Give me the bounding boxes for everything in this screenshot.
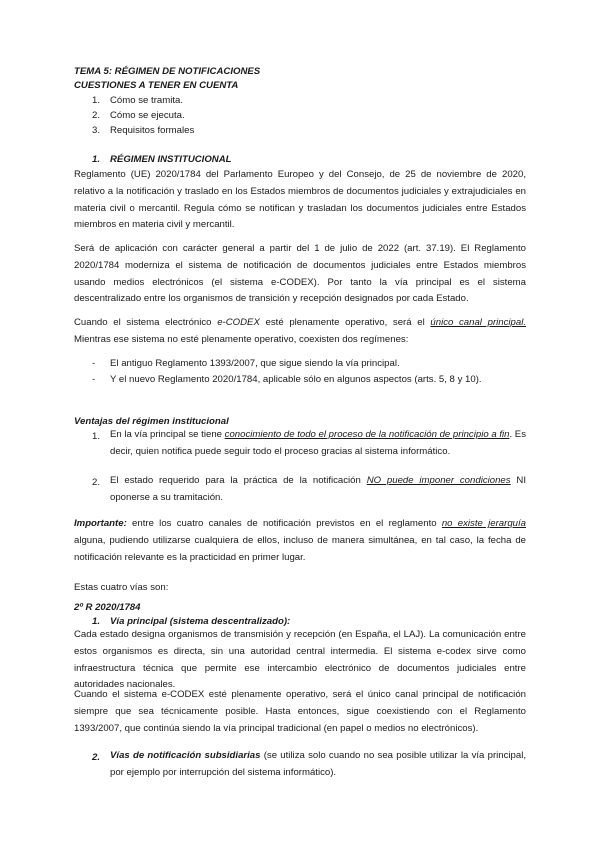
text-run: (se utiliza solo cuando no sea posible utilizar la vía principal, por ejemplo por interrupción del sistema informático). [110, 750, 527, 778]
list-item-number: 2. [92, 477, 101, 488]
text-run: . Es decir, quien notifica puede seguir todo el proceso gracias al sistema informático. [110, 429, 526, 457]
text-run: Cuando el sistema electrónico [74, 317, 218, 328]
ventaja-item-1 [110, 427, 526, 461]
list-item-number: 1. [92, 95, 101, 106]
text-run: En la vía principal se tiene [110, 429, 225, 440]
list-item-number: 2. [92, 752, 101, 763]
paragraph-aplicacion: Será de aplicación con carácter general a partir del 1 de julio de 2022 (art. 37.19). El Reglamento 2020/1784 moderniza el sistema de notificación de documentos judiciales entre Estados miembros usando medios electrónicos (el sistema e-CODEX). Por tanto la vía principal es el sistema descentralizado entre los organismos de transición y recepción designados por cada Estado. [74, 243, 526, 305]
list-item: El antiguo Reglamento 1393/2007, que sigue siendo la vía principal. [110, 358, 400, 369]
section-number: 1. [92, 154, 101, 165]
text-run: esté plenamente operativo, será el [259, 317, 431, 328]
bullet-dash: - [92, 374, 96, 385]
document-title: TEMA 5: RÉGIMEN DE NOTIFICACIONES [74, 66, 261, 77]
text-run: entre los cuatro canales de notificación previstos en el reglamento [126, 518, 442, 529]
list-item-number: 3. [92, 125, 101, 136]
list-item-number: 2. [92, 110, 101, 121]
text-run: El estado requerido para la práctica de la notificación [110, 475, 367, 486]
section-heading: RÉGIMEN INSTITUCIONAL [110, 154, 232, 165]
paragraph-ecodex-operativo: Cuando el sistema e-CODEX esté plenamente operativo, será el único canal principal de notificación siempre que sea técnicamente posible. Hasta entonces, sigue coexistiendo con el Reglamento 1393/2007, que continúa siendo la vía principal tradicional (en papel o medios no electrónicos). [74, 689, 526, 734]
ventajas-heading: Ventajas del régimen institucional [74, 416, 229, 427]
vias-subsidiarias [110, 748, 526, 782]
bullet-dash: - [92, 358, 96, 369]
list-item-number: 1. [92, 431, 101, 442]
document-subtitle: CUESTIONES A TENER EN CUENTA [74, 80, 239, 91]
paragraph-via-principal: Cada estado designa organismos de transmisión y recepción (en España, el LAJ). La comunicación entre estos organismos es directa, sin una autoridad central intermedia. El sistema e-codex sirve como infraestructura técnica que permite ese intercambio electrónico de documentos judiciales entre autoridades nacionales. [74, 629, 526, 691]
text-run-underlined: conocimiento de todo el proceso de la notificación de principio a fin [224, 429, 510, 440]
reglamento-heading: 2º R 2020/1784 [74, 602, 141, 613]
text-run: alguna, pudiendo utilizarse cualquiera de ellos, incluso de manera simultánea, en tal caso, la fecha de notificación relevante es la practicidad en primer lugar. [74, 534, 526, 563]
list-item: Y el nuevo Reglamento 2020/1784, aplicable sólo en algunos aspectos (arts. 5, 8 y 10). [110, 374, 482, 385]
via-principal-heading: Vía principal (sistema descentralizado): [110, 616, 291, 627]
text-run: Mientras ese sistema no esté plenamente operativo, coexisten dos regímenes: [74, 333, 409, 345]
list-item: Cómo se tramita. [110, 95, 184, 106]
importante-label: Importante: [74, 518, 127, 529]
vias-intro: Estas cuatro vías son: [74, 582, 169, 593]
text-run-underlined: no existe jerarquía [441, 518, 526, 529]
paragraph-importante [74, 516, 526, 566]
vias-subsidiarias-heading: Vías de notificación subsidiarias [110, 750, 261, 761]
paragraph-reglamento: Reglamento (UE) 2020/1784 del Parlamento Europeo y del Consejo, de 25 de noviembre de 2020, relativo a la notificación y traslado en los Estados miembros de documentos judiciales y extrajudiciales en materia civil o mercantil. Regula cómo se notifican y trasladan los documentos judiciales entre Estados miembros en materia civil y mercantil. [74, 169, 526, 231]
ventaja-item-2 [110, 473, 526, 507]
text-run: NI oponerse a su tramitación. [110, 475, 526, 503]
list-item: Cómo se ejecuta. [110, 110, 185, 121]
list-item: Requisitos formales [110, 125, 195, 136]
list-item-number: 1. [92, 616, 101, 627]
paragraph-ecodex [74, 315, 526, 349]
text-run-underlined: NO puede imponer condiciones [366, 475, 511, 486]
text-run-italic: e-CODEX [217, 317, 260, 328]
text-run-underlined: único canal principal. [430, 317, 527, 328]
